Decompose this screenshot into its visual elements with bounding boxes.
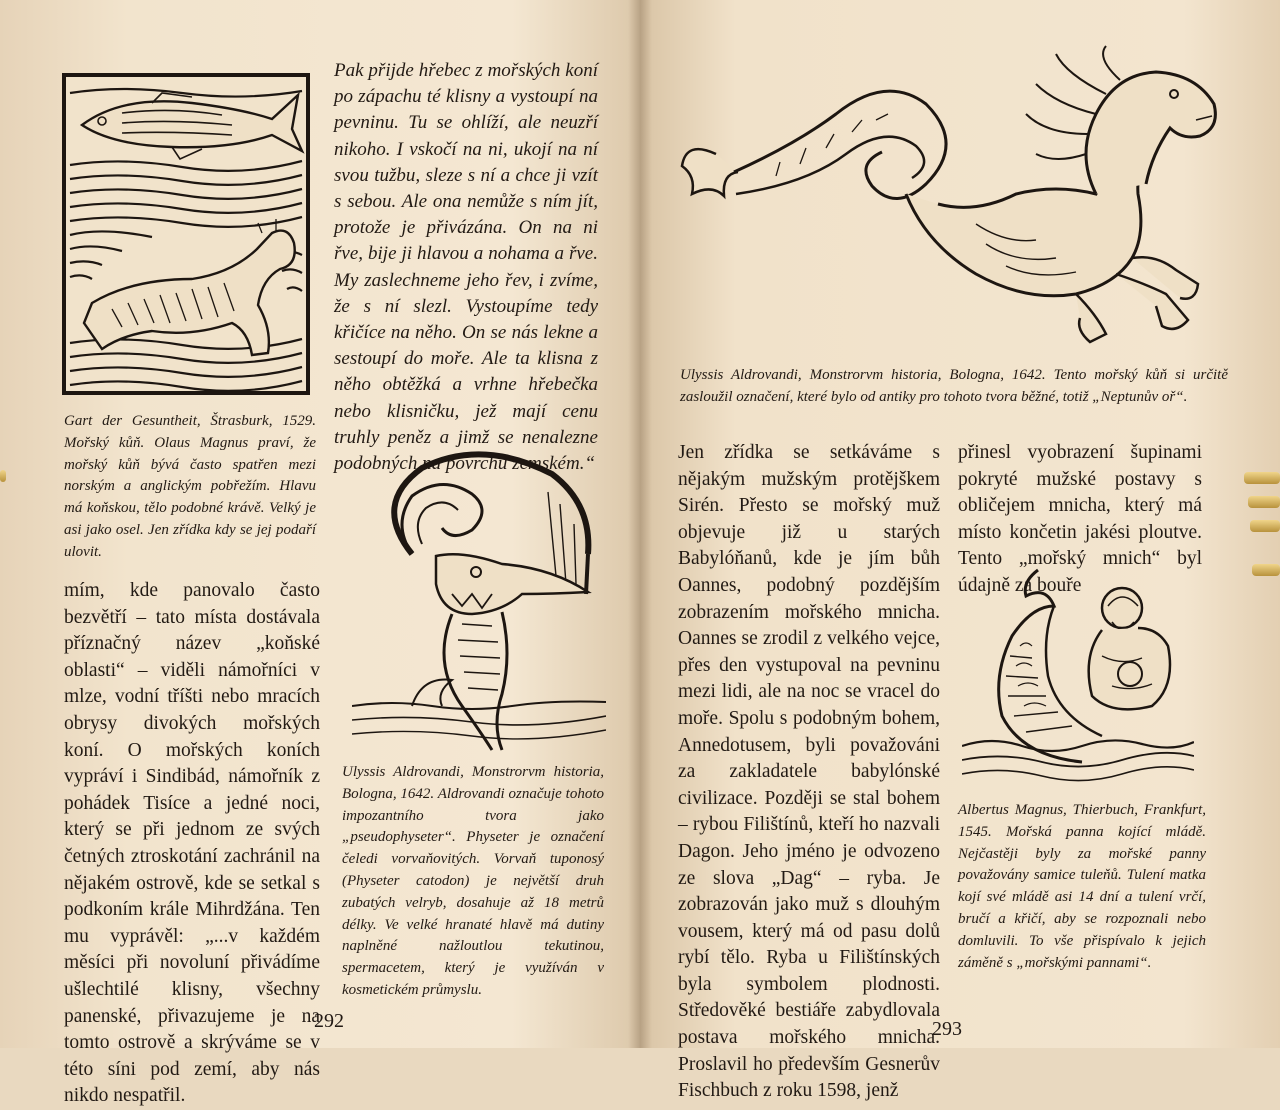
gold-tab (0, 470, 6, 482)
mermaid-nursing-engraving (962, 566, 1194, 782)
gold-tab (1250, 520, 1280, 532)
caption-seahorse: Ulyssis Aldrovandi, Monstrorvm historia, Bologna, 1642. Tento mořský kůň si určitě zasloužil označení, které bylo od antiky pro tohoto tvora běžné, totiž „Neptunův oř“. (680, 367, 1228, 405)
page-number-right: 293 (932, 1018, 962, 1040)
neptune-steed-engraving (676, 44, 1222, 344)
caption-woodcut: Gart der Gesuntheit, Štrasburk, 1529. Mořský kůň. Olaus Magnus praví, že mořský kůň bývá často spatřen mezi norským a anglickým pobřežím. Hlavu má koňskou, tělo podobné krávě. Velký je asi jako osel. Jen zřídka kdy se jej podaří ulovit. (64, 413, 316, 560)
caption-physeter: Ulyssis Aldrovandi, Monstrorvm historia, Bologna, 1642. Aldrovandi označuje tohoto impozantního tvora jako „pseudophyseter“. Physeter je označení čeledi vorvaňovitých. Vorvaň tuponosý (Physeter catodon) je největší druh zubatých velryb, dosahuje až 18 metrů délky. Ve velké hranaté hlavě má dutiny naplněné nažloutlou tekutinou, spermacetem, který je využíván v kosmetickém průmyslu. (342, 764, 604, 998)
page-number-left: 292 (314, 1010, 344, 1032)
gold-tab (1244, 472, 1280, 484)
sindibad-quote: Pak přijde hřebec z mořských koní po zápachu té klisny a vystoupí na pevninu. Tu se ohlíží, ale neuzří nikoho. I vskočí na ni, ukojí na ní svou tužbu, sleze s ní a chce ji vzít s sebou. Ale ona nemůže s ním jít, protože je přivázána. On na ni řve, bije ji hlavou a nohama a řve. My zaslechneme jeho řev, i zvíme, že s ní slezl. Vystoupíme tedy křičíce na něho. On se nás lekne a sestoupí do moře. Ale ta klisna z něho obtěžká a vrhne hřebečka nebo klisničku, jež mají cenu truhly peněz a jimž se nenalezne podobných na povrchu zemském.“ (334, 60, 598, 475)
right-body-column-2: přinesl vyobrazení šupinami pokryté mužské postavy s obličejem mnicha, který má místo končetin jakési ploutve. Tento „mořský mnich“ byl údajně za bouře (958, 442, 1202, 596)
pseudophyseter-engraving (352, 444, 606, 754)
right-body-column-1: Jen zřídka se setkáváme s nějakým mužským protějškem Sirén. Přesto se mořský muž objevuje již u starých Babylóňanů, kde je jím bůh Oannes, podobný pozdějším zobrazením mořského mnicha. Oannes se zrodil z velkého vejce, přes den vystupoval na pevninu mezi lidi, ale na noc se vracel do moře. Spolu s podobným bohem, Annedotusem, byli považováni za zakladatele babylónské civilizace. Později se stal bohem – rybou Filištínů, kteří ho nazvali Dagon. Jeho jméno je odvozeno ze slova „Dag“ – ryba. Je zobrazován jako muž s dlouhým vousem, který má od pasu dolů rybí tělo. Ryba u Filištínských byla symbolem plodnosti. Středověké bestiáře zabydlovala postava mořského mnicha. Proslavil ho především Gesnerův Fischbuch z roku 1598, jenž (678, 442, 940, 1102)
caption-mermaid: Albertus Magnus, Thierbuch, Frankfurt, 1545. Mořská panna kojící mládě. Nejčastěji byly za mořské panny považovány samice tuleňů. Tulení matka kojí své mládě asi 14 dní a tulení vrčí, bručí a křičí, aby se rozpoznali nebo domluvili. To vše přispívalo k jejich záměně s „mořskými pannami“. (958, 802, 1206, 971)
book-gutter (628, 0, 652, 1048)
woodcut-sea-horse-illustration (62, 73, 310, 395)
gold-tab (1252, 564, 1280, 576)
left-body-text: mím, kde panovalo často bezvětří – tato místa dostávala příznačný název „koňské oblasti“ – viděli námořníci v mlze, vodní tříšti nebo mracích obrysy divokých mořských koní. O mořských koních vypráví i Sindibád, námořník z pohádek Tisíce a jedné noci, který se při jednom ze svých četných ztroskotání zachránil na nějakém ostrově, kde se setkal s podkoním krále Mihrdžána. Ten mu vyprávěl: „...v každém měsíci při novoluní přivádíme ušlechtilé klisny, všechny panenské, přivazujeme je na tomto ostrově a skrýváme se v této síni pod zemí, aby nás nikdo nespatřil. (64, 580, 320, 1107)
gold-tab (1248, 496, 1280, 508)
